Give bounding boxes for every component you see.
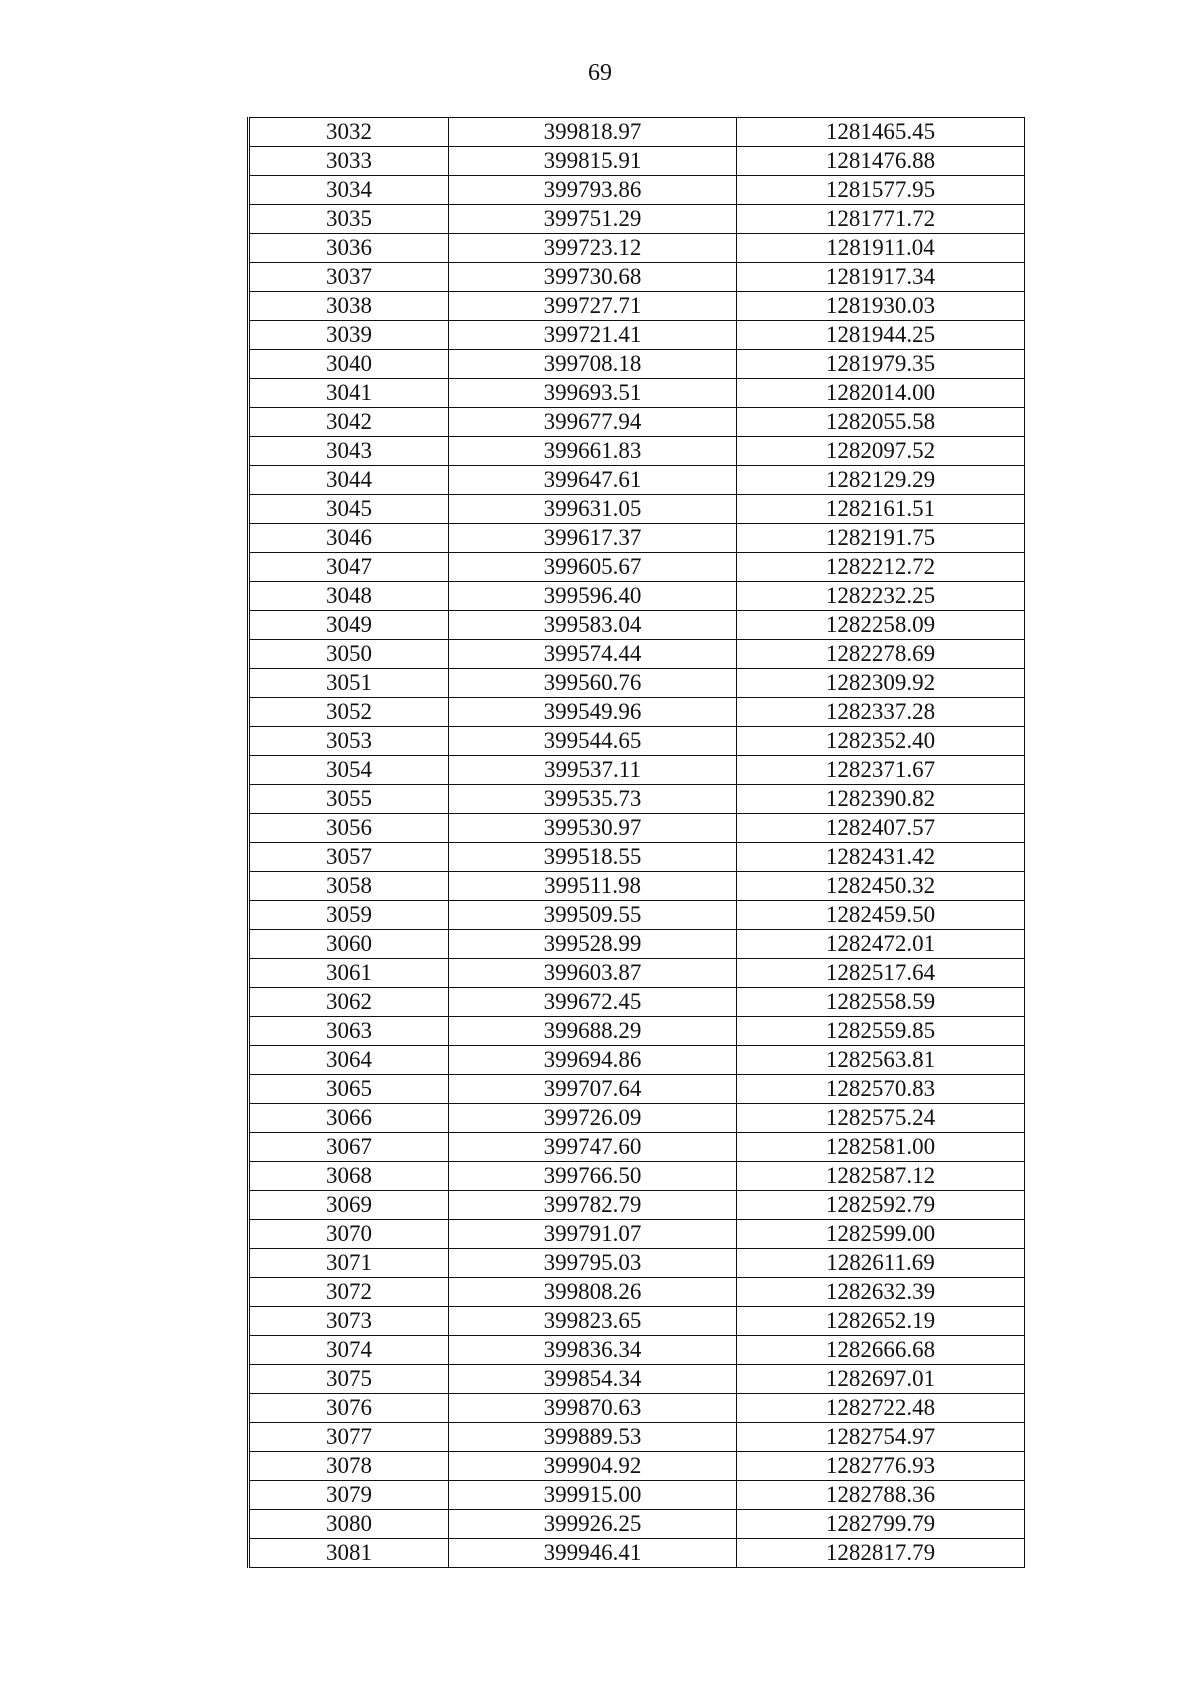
x-coordinate-cell: 399795.03	[449, 1249, 737, 1278]
y-coordinate-cell: 1281465.45	[737, 118, 1025, 147]
y-coordinate-cell: 1282232.25	[737, 582, 1025, 611]
point-number-cell: 3054	[249, 756, 449, 785]
x-coordinate-cell: 399889.53	[449, 1423, 737, 1452]
x-coordinate-cell: 399946.41	[449, 1539, 737, 1568]
table-row	[249, 408, 1025, 437]
point-number-cell: 3049	[249, 611, 449, 640]
y-coordinate-cell: 1282014.00	[737, 379, 1025, 408]
y-coordinate-cell: 1282431.42	[737, 843, 1025, 872]
table-row	[249, 1336, 1025, 1365]
coordinates-table	[247, 117, 1025, 1568]
point-number-cell: 3035	[249, 205, 449, 234]
table-row	[249, 959, 1025, 988]
y-coordinate-cell: 1282632.39	[737, 1278, 1025, 1307]
x-coordinate-cell: 399694.86	[449, 1046, 737, 1075]
table-row	[249, 901, 1025, 930]
point-number-cell: 3066	[249, 1104, 449, 1133]
y-coordinate-cell: 1281577.95	[737, 176, 1025, 205]
point-number-cell: 3061	[249, 959, 449, 988]
y-coordinate-cell: 1282337.28	[737, 698, 1025, 727]
x-coordinate-cell: 399605.67	[449, 553, 737, 582]
table-row	[249, 1133, 1025, 1162]
y-coordinate-cell: 1282278.69	[737, 640, 1025, 669]
x-coordinate-cell: 399693.51	[449, 379, 737, 408]
table-row	[249, 321, 1025, 350]
y-coordinate-cell: 1282161.51	[737, 495, 1025, 524]
x-coordinate-cell: 399721.41	[449, 321, 737, 350]
x-coordinate-cell: 399574.44	[449, 640, 737, 669]
table-row	[249, 814, 1025, 843]
point-number-cell: 3056	[249, 814, 449, 843]
point-number-cell: 3050	[249, 640, 449, 669]
table-row	[249, 872, 1025, 901]
point-number-cell: 3081	[249, 1539, 449, 1568]
x-coordinate-cell: 399726.09	[449, 1104, 737, 1133]
x-coordinate-cell: 399560.76	[449, 669, 737, 698]
point-number-cell: 3053	[249, 727, 449, 756]
y-coordinate-cell: 1282570.83	[737, 1075, 1025, 1104]
table-row	[249, 1104, 1025, 1133]
table-row	[249, 234, 1025, 263]
x-coordinate-cell: 399544.65	[449, 727, 737, 756]
point-number-cell: 3064	[249, 1046, 449, 1075]
y-coordinate-cell: 1282450.32	[737, 872, 1025, 901]
x-coordinate-cell: 399836.34	[449, 1336, 737, 1365]
x-coordinate-cell: 399707.64	[449, 1075, 737, 1104]
x-coordinate-cell: 399747.60	[449, 1133, 737, 1162]
point-number-cell: 3068	[249, 1162, 449, 1191]
y-coordinate-cell: 1282581.00	[737, 1133, 1025, 1162]
point-number-cell: 3037	[249, 263, 449, 292]
point-number-cell: 3051	[249, 669, 449, 698]
point-number-cell: 3055	[249, 785, 449, 814]
point-number-cell: 3045	[249, 495, 449, 524]
y-coordinate-cell: 1281979.35	[737, 350, 1025, 379]
point-number-cell: 3076	[249, 1394, 449, 1423]
x-coordinate-cell: 399904.92	[449, 1452, 737, 1481]
table-row	[249, 1162, 1025, 1191]
table-row	[249, 582, 1025, 611]
y-coordinate-cell: 1282575.24	[737, 1104, 1025, 1133]
table-row	[249, 524, 1025, 553]
point-number-cell: 3073	[249, 1307, 449, 1336]
table-row	[249, 1510, 1025, 1539]
page-number: 69	[588, 60, 612, 86]
x-coordinate-cell: 399723.12	[449, 234, 737, 263]
table-row	[249, 1481, 1025, 1510]
y-coordinate-cell: 1282055.58	[737, 408, 1025, 437]
table-row	[249, 495, 1025, 524]
y-coordinate-cell: 1281911.04	[737, 234, 1025, 263]
table-row	[249, 205, 1025, 234]
table-row	[249, 1249, 1025, 1278]
y-coordinate-cell: 1282563.81	[737, 1046, 1025, 1075]
x-coordinate-cell: 399518.55	[449, 843, 737, 872]
table-row	[249, 1423, 1025, 1452]
y-coordinate-cell: 1282407.57	[737, 814, 1025, 843]
point-number-cell: 3063	[249, 1017, 449, 1046]
point-number-cell: 3032	[249, 118, 449, 147]
y-coordinate-cell: 1282817.79	[737, 1539, 1025, 1568]
x-coordinate-cell: 399617.37	[449, 524, 737, 553]
x-coordinate-cell: 399751.29	[449, 205, 737, 234]
point-number-cell: 3057	[249, 843, 449, 872]
table-row	[249, 1539, 1025, 1568]
table-row	[249, 785, 1025, 814]
x-coordinate-cell: 399823.65	[449, 1307, 737, 1336]
x-coordinate-cell: 399603.87	[449, 959, 737, 988]
x-coordinate-cell: 399631.05	[449, 495, 737, 524]
table-row	[249, 553, 1025, 582]
table-row	[249, 1452, 1025, 1481]
table-row	[249, 611, 1025, 640]
y-coordinate-cell: 1282352.40	[737, 727, 1025, 756]
table-row	[249, 437, 1025, 466]
point-number-cell: 3069	[249, 1191, 449, 1220]
y-coordinate-cell: 1281917.34	[737, 263, 1025, 292]
point-number-cell: 3041	[249, 379, 449, 408]
point-number-cell: 3048	[249, 582, 449, 611]
table-row	[249, 1075, 1025, 1104]
x-coordinate-cell: 399730.68	[449, 263, 737, 292]
coordinates-table-body	[249, 118, 1025, 1568]
table-row	[249, 843, 1025, 872]
x-coordinate-cell: 399782.79	[449, 1191, 737, 1220]
table-row	[249, 1307, 1025, 1336]
table-row	[249, 263, 1025, 292]
point-number-cell: 3078	[249, 1452, 449, 1481]
y-coordinate-cell: 1282559.85	[737, 1017, 1025, 1046]
y-coordinate-cell: 1282129.29	[737, 466, 1025, 495]
y-coordinate-cell: 1282390.82	[737, 785, 1025, 814]
point-number-cell: 3059	[249, 901, 449, 930]
y-coordinate-cell: 1282592.79	[737, 1191, 1025, 1220]
table-row	[249, 1046, 1025, 1075]
y-coordinate-cell: 1282472.01	[737, 930, 1025, 959]
point-number-cell: 3067	[249, 1133, 449, 1162]
x-coordinate-cell: 399915.00	[449, 1481, 737, 1510]
point-number-cell: 3075	[249, 1365, 449, 1394]
y-coordinate-cell: 1282799.79	[737, 1510, 1025, 1539]
y-coordinate-cell: 1281476.88	[737, 147, 1025, 176]
point-number-cell: 3038	[249, 292, 449, 321]
x-coordinate-cell: 399791.07	[449, 1220, 737, 1249]
point-number-cell: 3044	[249, 466, 449, 495]
y-coordinate-cell: 1282611.69	[737, 1249, 1025, 1278]
x-coordinate-cell: 399647.61	[449, 466, 737, 495]
point-number-cell: 3036	[249, 234, 449, 263]
y-coordinate-cell: 1281930.03	[737, 292, 1025, 321]
y-coordinate-cell: 1282599.00	[737, 1220, 1025, 1249]
x-coordinate-cell: 399688.29	[449, 1017, 737, 1046]
y-coordinate-cell: 1282652.19	[737, 1307, 1025, 1336]
table-row	[249, 147, 1025, 176]
point-number-cell: 3077	[249, 1423, 449, 1452]
point-number-cell: 3047	[249, 553, 449, 582]
y-coordinate-cell: 1282191.75	[737, 524, 1025, 553]
point-number-cell: 3046	[249, 524, 449, 553]
table-row	[249, 1191, 1025, 1220]
table-row	[249, 1394, 1025, 1423]
point-number-cell: 3074	[249, 1336, 449, 1365]
table-row	[249, 698, 1025, 727]
table-row	[249, 669, 1025, 698]
x-coordinate-cell: 399808.26	[449, 1278, 737, 1307]
table-row	[249, 640, 1025, 669]
y-coordinate-cell: 1282371.67	[737, 756, 1025, 785]
table-row	[249, 118, 1025, 147]
y-coordinate-cell: 1282776.93	[737, 1452, 1025, 1481]
point-number-cell: 3040	[249, 350, 449, 379]
point-number-cell: 3033	[249, 147, 449, 176]
x-coordinate-cell: 399793.86	[449, 176, 737, 205]
x-coordinate-cell: 399727.71	[449, 292, 737, 321]
point-number-cell: 3034	[249, 176, 449, 205]
table-row	[249, 727, 1025, 756]
x-coordinate-cell: 399583.04	[449, 611, 737, 640]
y-coordinate-cell: 1282459.50	[737, 901, 1025, 930]
x-coordinate-cell: 399766.50	[449, 1162, 737, 1191]
point-number-cell: 3060	[249, 930, 449, 959]
point-number-cell: 3042	[249, 408, 449, 437]
y-coordinate-cell: 1282309.92	[737, 669, 1025, 698]
x-coordinate-cell: 399537.11	[449, 756, 737, 785]
y-coordinate-cell: 1282587.12	[737, 1162, 1025, 1191]
point-number-cell: 3071	[249, 1249, 449, 1278]
point-number-cell: 3039	[249, 321, 449, 350]
y-coordinate-cell: 1282258.09	[737, 611, 1025, 640]
y-coordinate-cell: 1282212.72	[737, 553, 1025, 582]
y-coordinate-cell: 1282097.52	[737, 437, 1025, 466]
y-coordinate-cell: 1281771.72	[737, 205, 1025, 234]
x-coordinate-cell: 399815.91	[449, 147, 737, 176]
x-coordinate-cell: 399509.55	[449, 901, 737, 930]
point-number-cell: 3072	[249, 1278, 449, 1307]
x-coordinate-cell: 399511.98	[449, 872, 737, 901]
y-coordinate-cell: 1282517.64	[737, 959, 1025, 988]
table-row	[249, 379, 1025, 408]
y-coordinate-cell: 1282722.48	[737, 1394, 1025, 1423]
table-row	[249, 1017, 1025, 1046]
table-row	[249, 176, 1025, 205]
point-number-cell: 3070	[249, 1220, 449, 1249]
point-number-cell: 3080	[249, 1510, 449, 1539]
table-row	[249, 466, 1025, 495]
table-row	[249, 930, 1025, 959]
y-coordinate-cell: 1282697.01	[737, 1365, 1025, 1394]
x-coordinate-cell: 399677.94	[449, 408, 737, 437]
table-row	[249, 1365, 1025, 1394]
table-row	[249, 756, 1025, 785]
y-coordinate-cell: 1282788.36	[737, 1481, 1025, 1510]
point-number-cell: 3079	[249, 1481, 449, 1510]
x-coordinate-cell: 399708.18	[449, 350, 737, 379]
point-number-cell: 3058	[249, 872, 449, 901]
table-row	[249, 350, 1025, 379]
y-coordinate-cell: 1282558.59	[737, 988, 1025, 1017]
point-number-cell: 3052	[249, 698, 449, 727]
point-number-cell: 3062	[249, 988, 449, 1017]
table-row	[249, 1278, 1025, 1307]
point-number-cell: 3043	[249, 437, 449, 466]
y-coordinate-cell: 1282666.68	[737, 1336, 1025, 1365]
y-coordinate-cell: 1281944.25	[737, 321, 1025, 350]
x-coordinate-cell: 399530.97	[449, 814, 737, 843]
point-number-cell: 3065	[249, 1075, 449, 1104]
table-row	[249, 1220, 1025, 1249]
x-coordinate-cell: 399672.45	[449, 988, 737, 1017]
x-coordinate-cell: 399596.40	[449, 582, 737, 611]
y-coordinate-cell: 1282754.97	[737, 1423, 1025, 1452]
x-coordinate-cell: 399535.73	[449, 785, 737, 814]
x-coordinate-cell: 399818.97	[449, 118, 737, 147]
x-coordinate-cell: 399549.96	[449, 698, 737, 727]
x-coordinate-cell: 399926.25	[449, 1510, 737, 1539]
table-row	[249, 988, 1025, 1017]
x-coordinate-cell: 399661.83	[449, 437, 737, 466]
x-coordinate-cell: 399528.99	[449, 930, 737, 959]
x-coordinate-cell: 399870.63	[449, 1394, 737, 1423]
x-coordinate-cell: 399854.34	[449, 1365, 737, 1394]
table-row	[249, 292, 1025, 321]
